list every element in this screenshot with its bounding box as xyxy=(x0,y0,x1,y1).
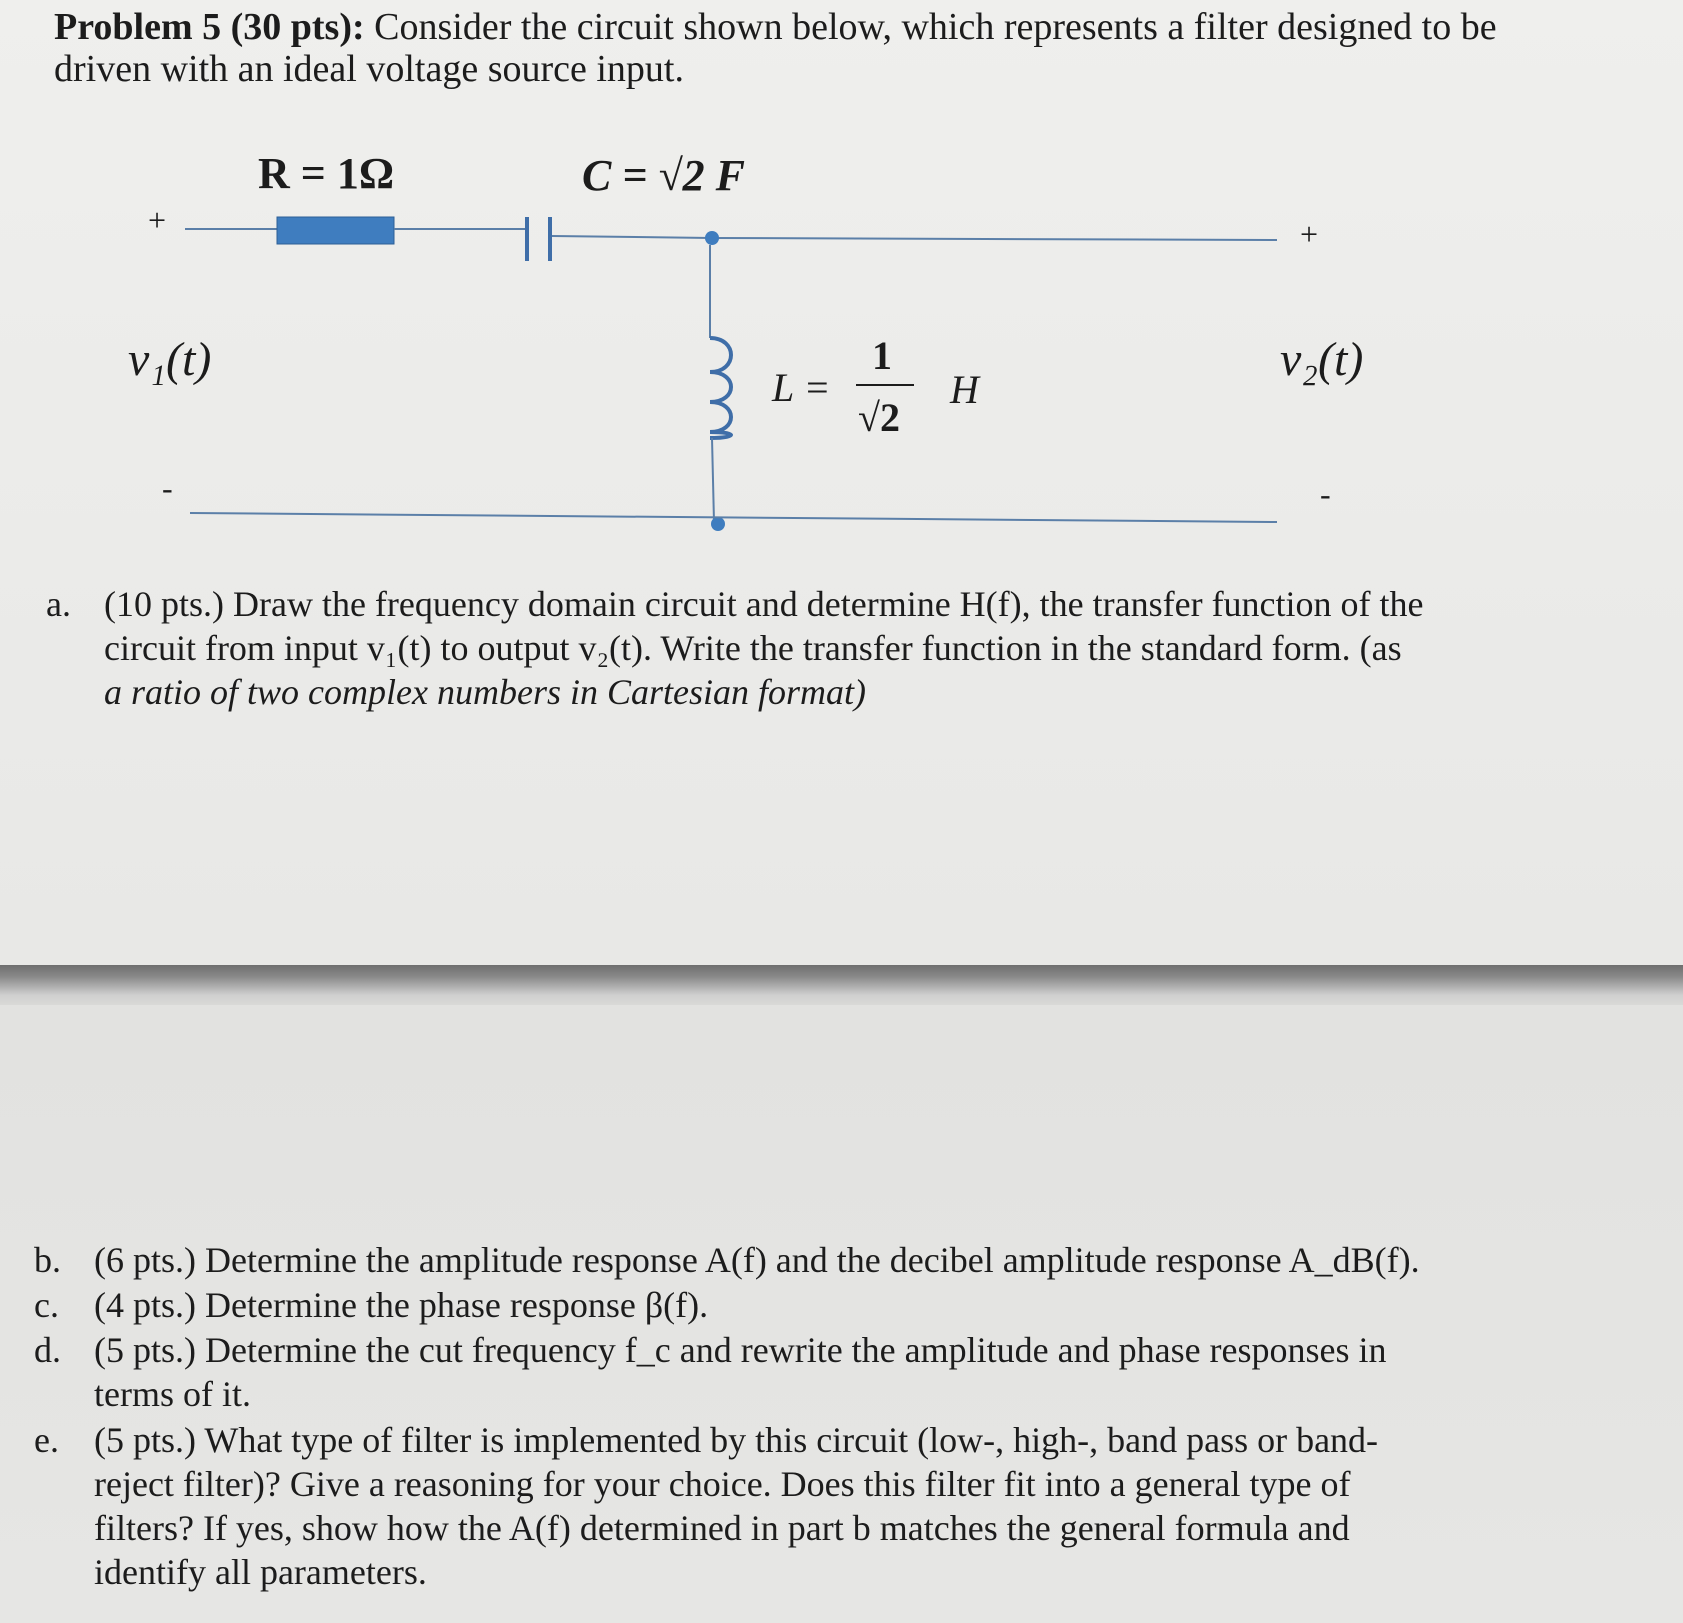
part-e-line2: reject filter)? Give a reasoning for your choice. Does this filter fit into a general type of xyxy=(94,1464,1351,1504)
wire-top-right xyxy=(712,238,1277,240)
wire-vertical-lower xyxy=(712,438,714,522)
part-a-label: a. xyxy=(46,584,71,624)
part-a-line1: (10 pts.) Draw the frequency domain circuit and determine H(f), the transfer function of the xyxy=(104,584,1424,624)
part-a-line3: a ratio of two complex numbers in Cartesian format) xyxy=(104,672,866,712)
part-a-line2: circuit from input v₁(t) to output v₂(t). Write the transfer function in the standard form. (as xyxy=(104,628,1402,668)
problem-intro-line2: driven with an ideal voltage source input. xyxy=(54,48,684,90)
part-b-line1: (6 pts.) Determine the amplitude response A(f) and the decibel amplitude response A_dB(f). xyxy=(94,1240,1420,1280)
node-bottom xyxy=(711,517,725,531)
output-plus: + xyxy=(1300,216,1319,252)
inductor-label-prefix: L = xyxy=(772,365,831,410)
part-d-label: d. xyxy=(34,1330,61,1370)
input-minus: - xyxy=(162,470,173,506)
part-e-line3: filters? If yes, show how the A(f) determined in part b matches the general formula and xyxy=(94,1508,1350,1548)
input-plus: + xyxy=(148,202,167,238)
problem-intro-line1: Consider the circuit shown below, which represents a filter designed to be xyxy=(374,6,1497,48)
resistor-label: R = 1Ω xyxy=(258,149,395,198)
input-voltage-label: v₁(t) xyxy=(128,333,212,386)
wire-bottom xyxy=(190,513,1277,522)
part-c-label: c. xyxy=(34,1285,59,1325)
circuit-diagram xyxy=(0,0,1683,560)
inductor-numerator: 1 xyxy=(872,333,892,378)
resistor xyxy=(277,217,394,244)
node-top xyxy=(705,231,719,245)
wire-c-to-node xyxy=(552,236,712,238)
output-voltage-label: v₂(t) xyxy=(1280,333,1364,386)
part-e-line1: (5 pts.) What type of filter is implemented by this circuit (low-, high-, band pass or band- xyxy=(94,1420,1379,1460)
page-divider xyxy=(0,965,1683,1005)
inductor-unit: H xyxy=(950,367,979,412)
inductor-coil xyxy=(710,338,731,438)
part-e-label: e. xyxy=(34,1420,59,1460)
inductor-denominator: √2 xyxy=(858,395,900,440)
capacitor-label: C = √2 F xyxy=(582,151,745,200)
part-d-line2: terms of it. xyxy=(94,1374,251,1414)
part-e-line4: identify all parameters. xyxy=(94,1552,427,1592)
output-minus: - xyxy=(1320,476,1331,512)
problem-heading: Problem 5 (30 pts): xyxy=(54,6,365,48)
part-b-label: b. xyxy=(34,1240,61,1280)
part-d-line1: (5 pts.) Determine the cut frequency f_c and rewrite the amplitude and phase responses in xyxy=(94,1330,1387,1370)
part-c-line1: (4 pts.) Determine the phase response β(f). xyxy=(94,1285,709,1325)
